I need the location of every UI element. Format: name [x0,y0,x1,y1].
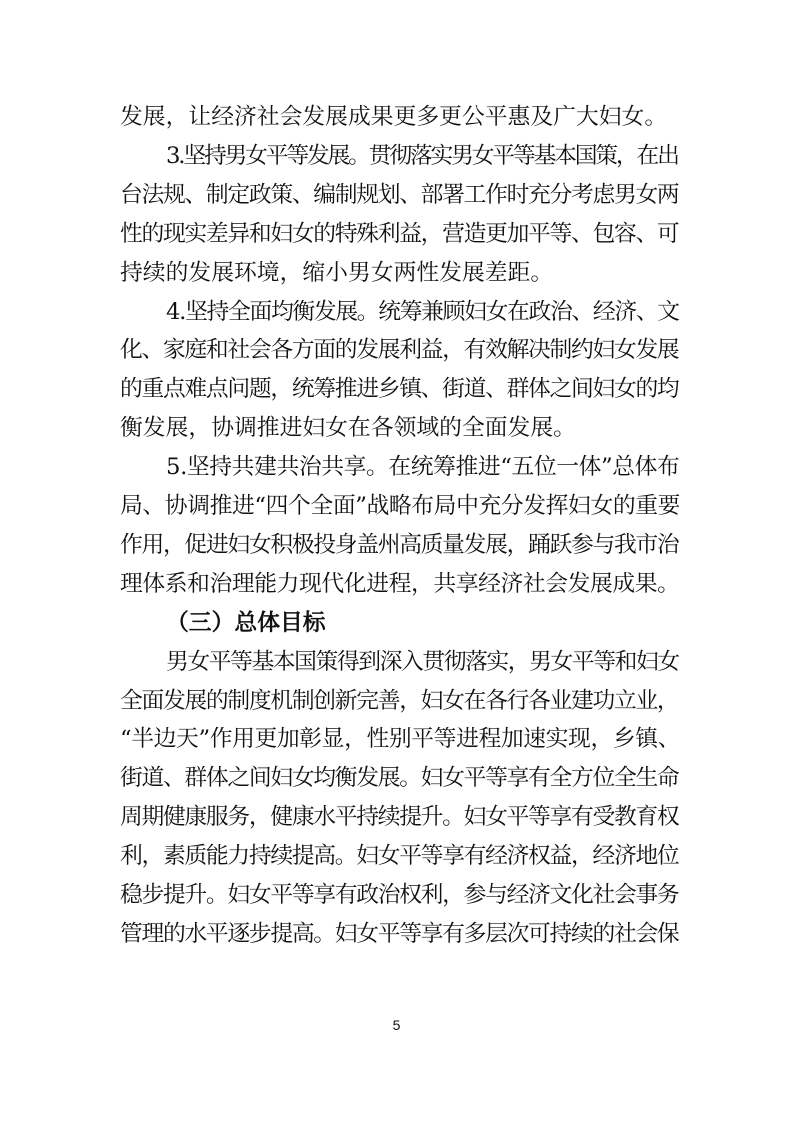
text-line: 男女平等基本国策得到深入贯彻落实，男女平等和妇女 [166,648,679,675]
text-line: 全面发展的制度机制创新完善，妇女在各行各业建功立业， [120,687,679,714]
text-line: 4.坚持全面均衡发展。统筹兼顾妇女在政治、经济、文 [166,298,679,325]
text-line: 的重点难点问题，统筹推进乡镇、街道、群体之间妇女的均 [120,376,679,403]
text-line: 性的现实差异和妇女的特殊利益，营造更加平等、包容、可 [120,220,679,247]
text-line: 管理的水平逐步提高。妇女平等享有多层次可持续的社会保 [120,920,679,947]
text-line: “半边天”作用更加彰显，性别平等进程加速实现，乡镇、 [120,726,681,753]
text-line: 局、协调推进“四个全面”战略布局中充分发挥妇女的重要 [120,493,681,519]
text-line: 3.坚持男女平等发展。贯彻落实男女平等基本国策，在出 [166,142,678,169]
text-line: 持续的发展环境，缩小男女两性发展差距。 [120,259,554,286]
text-line: 5.坚持共建共治共享。在统筹推进“五位一体”总体布 [166,454,680,481]
text-line: 利，素质能力持续提高。妇女平等享有经济权益，经济地位 [120,843,679,870]
text-line: 作用，促进妇女积极投身盖州高质量发展，踊跃参与我市治 [120,531,679,558]
text-line: 理体系和治理能力现代化进程，共享经济社会发展成果。 [120,570,680,597]
text-line: 街道、群体之间妇女均衡发展。妇女平等享有全方位全生命 [120,765,679,792]
text-line: 周期健康服务，健康水平持续提升。妇女平等享有受教育权 [120,804,679,831]
text-line: 发展，让经济社会发展成果更多更公平惠及广大妇女。 [120,104,668,130]
page-number: 5 [392,1017,401,1033]
section-heading: （三）总体目标 [166,609,326,636]
text-line: 台法规、制定政策、编制规划、部署工作时充分考虑男女两 [120,181,679,208]
text-line: 稳步提升。妇女平等享有政治权利，参与经济文化社会事务 [120,882,679,908]
text-line: 化、家庭和社会各方面的发展利益，有效解决制约妇女发展 [120,337,679,364]
text-line: 衡发展，协调推进妇女在各领域的全面发展。 [120,415,576,442]
